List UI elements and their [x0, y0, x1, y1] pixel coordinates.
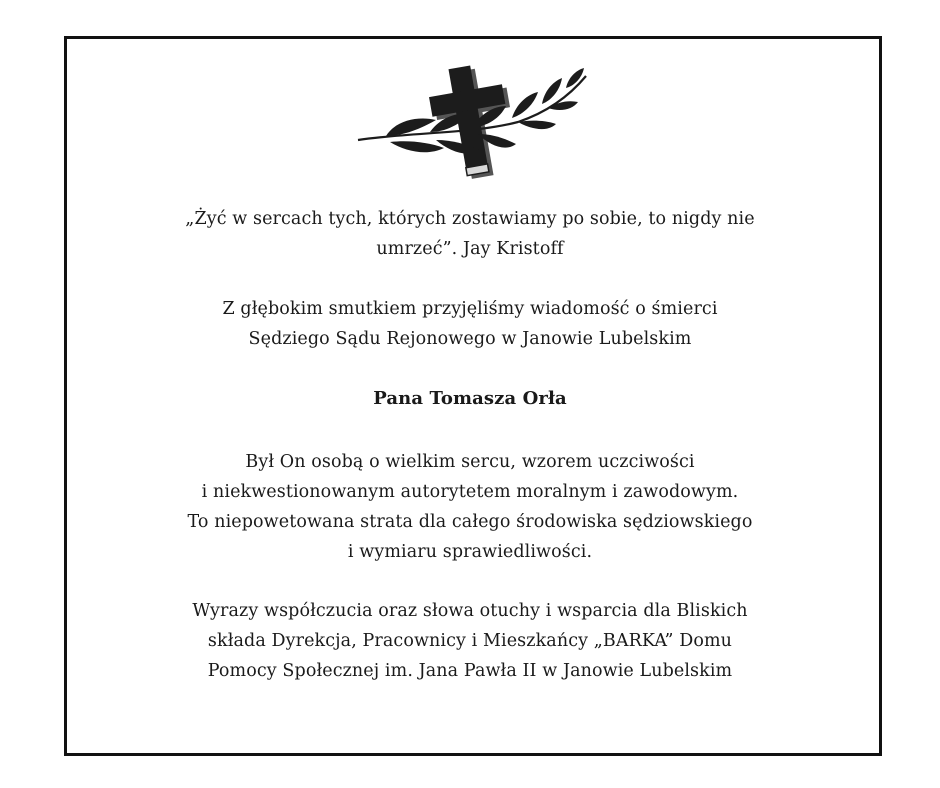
- tribute-line-2: i niekwestionowanym autorytetem moralnym i zawodowym.: [201, 482, 739, 502]
- tribute-line-3: To niepowetowana strata dla całego środowiska sędziowskiego: [187, 512, 753, 532]
- condolences-line-1: Wyrazy współczucia oraz słowa otuchy i wsparcia dla Bliskich: [192, 601, 748, 621]
- quote-line-1: „Żyć w sercach tych, których zostawiamy po sobie, to nigdy nie: [185, 209, 755, 229]
- quote-line-2: umrzeć”. Jay Kristoff: [376, 239, 564, 259]
- announcement-line-2: Sędziego Sądu Rejonowego w Janowie Lubelskim: [248, 329, 692, 349]
- tribute-block: [110, 447, 830, 567]
- deceased-name: Pana Tomasza Orła: [373, 388, 567, 409]
- tribute-line-4: i wymiaru sprawiedliwości.: [347, 542, 593, 562]
- condolences-line-2: składa Dyrekcja, Pracownicy i Mieszkańcy „BARKA” Domu: [207, 631, 733, 651]
- condolences-line-3: Pomocy Społecznej im. Jana Pawła II w Janowie Lubelskim: [207, 661, 733, 681]
- tribute-line-1: Był On osobą o wielkim sercu, wzorem uczciwości: [245, 452, 695, 472]
- quote-block: [110, 204, 830, 264]
- cross-with-palm-branch-icon: [352, 62, 592, 186]
- announcement-block: [110, 294, 830, 354]
- announcement-line-1: Z głębokim smutkiem przyjęliśmy wiadomość o śmierci: [222, 299, 718, 319]
- condolences-block: [110, 596, 830, 686]
